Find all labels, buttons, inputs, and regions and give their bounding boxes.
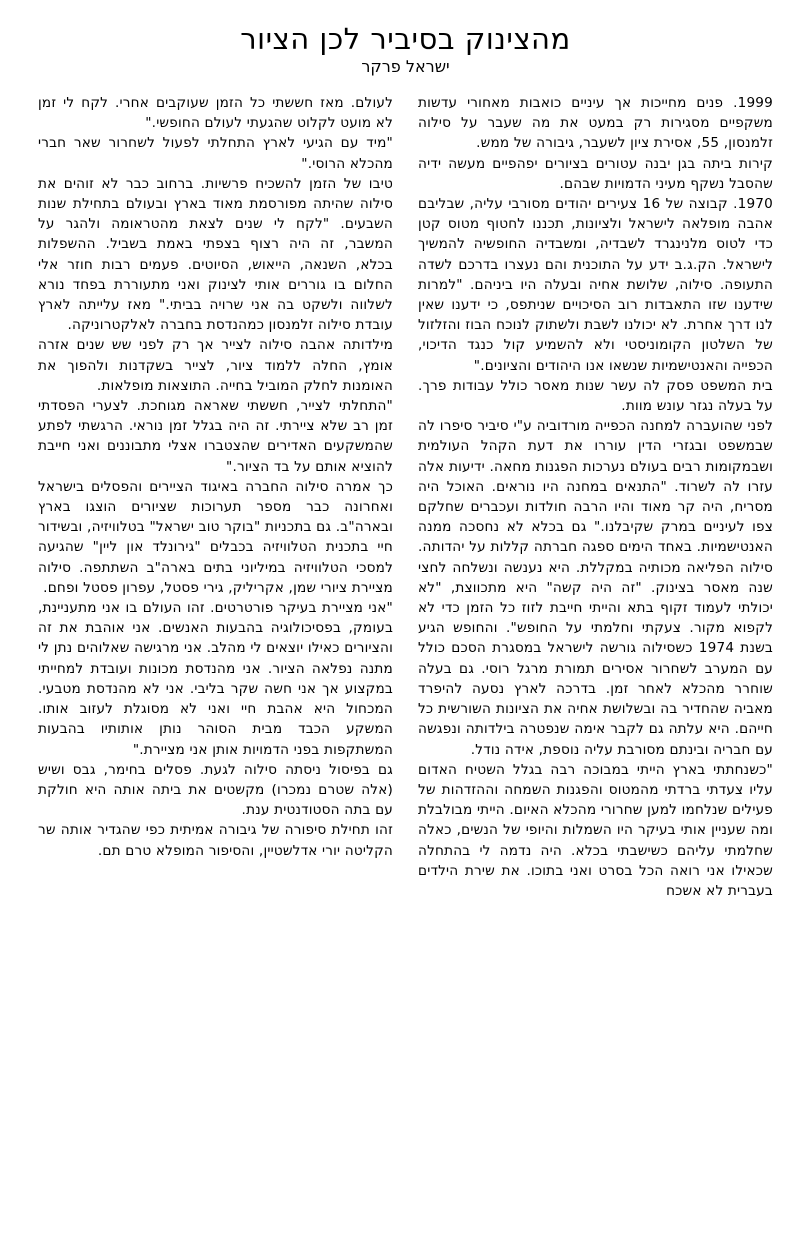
paragraph: כך אמרה סילוה החברה באיגוד הציירים והפסלים בישראל ואחרונה כבר מספר תערוכות שציורים הוצגו בארץ ובארה"ב. גם בתכניות "בוקר טוב ישראל" בטלוויזיה, ובשידור חיי בתכנית הטלוויזיה בכבלים "גירונלד און ליין" שהגיעה למסכי הטלוויזיה במיליוני בתים בארה"ב השתתפה. סילוה מציירת ציורי שמן, אקריליק, גירי פסטל, עפרון פסטל ופחם. xyxy=(38,478,393,596)
article-author: ישראל פרקר xyxy=(361,57,450,76)
paragraph: קירות ביתה בגן יבנה עטורים בציורים יפהפיים מעשה ידיה שהסבל נשקף מעיני הדמויות שבהם. xyxy=(418,155,773,192)
article-column-right xyxy=(418,93,773,1233)
paragraph: מילדותה אהבה סילוה לצייר אך רק לפני שש שנים אזרה אומץ, החלה ללמוד ציור, לצייר בשקדנות ולהפוך את האומנות לחלק המוביל בחייה. התוצאות מופלאות. xyxy=(38,337,393,394)
paragraph: 1970. קבוצה של 16 צעירים יהודים מסורבי עליה, שבליבם אהבה מופלאה לישראל ולציונות, תכננו לחטוף מטוס קטן כדי לטוס מלנינגרד לשבדיה, ומשבדיה החופשיה להמשיך לישראל. הק.ג.ב ידע על התוכנית והם נעצרו בדרכם לשדה התעופה. סילוה, שלושת אחיה ובעלה היו ביניהם. "למרות שידענו שזו התאבדות רוב הסיכויים שניתפס, כי ידענו שאין לנו דרך אחרת. לא יכולנו לשבת ולשתוק לנוכח הבוז והזלזול של השלטון הקומוניסטי ולא להשמיע קול כנגד הדיכוי, הכפייה והאנטישמיות שנשאו אנו היהודים והציונים." xyxy=(418,196,773,374)
article-title: מהצינוק בסיביר לכן הציור xyxy=(240,22,571,56)
paragraph: לעולם. מאז חששתי כל הזמן שעוקבים אחרי. לקח לי זמן לא מועט לקלוט שהגעתי לעולם החופשי." xyxy=(38,95,393,132)
paragraph: גם בפיסול ניסתה סילוה לגעת. פסלים בחימר, גבס ושיש (אלה שטרם נמכרו) מקשטים את ביתה אותה היא חולקת עם בתה הסטודנטית ענת. xyxy=(38,761,393,819)
paragraph: זהו תחילת סיפורה של גיבורה אמיתית כפי שהגדיר אותה שר הקליטה יורי אדלשטיין, והסיפור המופלא טרם תם. xyxy=(38,822,393,859)
paragraph: לפני שהועברה למחנה הכפייה מורדוביה ע"י סיביר סיפרו לה שבמשפט ובגזרי הדין עוררו את דעת הקהל העולמית ושבמקומות רבים בעולם נערכות הפגנות מחאה. ידיעות אלה עזרו לה לשרוד. "התנאים במחנה היו נוראים. האוכל היה מסריח, היה קר מאוד והיו הרבה חולדות ועכברים שחלקם צפו לעיניים במרק שקיבלנו." גם בכלא לא נחסכה ממנה האנטישמיות. באחד הימים ספגה חברתה קללות על יהדותה. סילוה הפליאה מכותיה במקללת. היא נענשה ונשלחה לחצי שנה מאסר בצינוק. "זה היה קשה" היא מתכווצת, "לא יכולתי לעמוד זקוף בתא והייתי חייבת לזוז כל הזמן כדי לא לקפוא מקור. צעקתי וחלמתי על החופש". והחופש הגיע בשנת 1974 כשסילוה גורשה לישראל במסגרת הסכם כולל עם המערב לשחרור אסירים תמורת מרגל רוסי. גם בעלה שוחרר מהכלא לאחר זמן. בדרכה לארץ נסעה להיפרד מאביה שהחדיר בה ובשלושת אחיה את הציונות השורשית כל חייהם. היא עלתה גם לקבר אימה שנפטרה בילדותה ונפגשה עם חבריה ובינתם מסורבת עליה נוספת, אידה נודל. xyxy=(418,418,773,758)
paragraph: "אני מציירת בעיקר פורטרטים. זהו העולם בו אני מתעניינת, בעומק, בפסיכולוגיה בהבעות האנשים. אני אוהבת את זה והציורים כאילו יוצאים לי מהלב. אני מרגישה שאלוהים נתן לי מתנה נפלאה הציור. אני מהנדסת מכונות ועובדת למחייתי במקצוע אך אני חשה שקר בליבי. אני לא מהנדסת מטבעי. המכחול היא אהבת חיי ואני לא מסוגלת לעזוב אותו. המשקע הכבד מבית הסוהר נותן אותותיו בהבעות המשתקפות בפני הדמויות אותן אני מציירת." xyxy=(38,600,393,758)
paragraph: "כשנחתתי בארץ הייתי במבוכה רבה בגלל השטיח האדום עליו צעדתי ברדתי מהמטוס והפגנות השמחה וההזדהות של פעילים שנלחמו למען שחרורי מהכלא האיום. הייתי מבולבלת ומה שעניין אותי בעיקר היו השמלות והיופי של הנשים, כאלה שחלמתי עליהם כשישבתי בכלא. היה נדמה לי בהתחלה שכאילו אני רואה הכל בסרט ואני בתוכו. את שירת הילדים בעברית לא אשכח xyxy=(418,761,773,899)
paragraph: "מיד עם הגיעי לארץ התחלתי לפעול לשחרור שאר חברי מהכלא הרוסי." xyxy=(38,135,393,172)
paragraph: בית המשפט פסק לה עשר שנות מאסר כולל עבודות פרך. על בעלה נגזר עונש מוות. xyxy=(418,377,773,415)
article-column-left xyxy=(38,93,393,1233)
paragraph: "התחלתי לצייר, חששתי שאראה מגוחכת. לצערי הפסדתי זמן רב שלא ציירתי. זה היה בגלל זמן נוראי. הרגשתי לפתע שהמשקעים האדירים שהצטברו אצלי מתבוננים ואני חייבת להוציא אותם על בד הציור." xyxy=(38,398,393,475)
paragraph: טיבו של הזמן להשכיח פרשיות. ברחוב כבר לא זוהים את סילוה שהיתה מפורסמת מאוד בארץ ובעולם בתחילת שנות השבעים. "לקח לי שנים לצאת מהטראומה ולהגר על המשבר, זה היה רצוף בצפתי באמת בשביל. ההשפלות בכלא, השנאה, הייאוש, הסיוטים. פעמים רבות חוזר אלי החלום בו גוררים אותי לצינוק ואני מתעוררת בפחד נורא לשלווה ולשקט בה אני שרויה בביתי." מאז עלייתה לארץ עובדת סילוה זלמנסון כמהנדסת בחברה לאלקטרוניקה. xyxy=(38,175,393,334)
paragraph: 1999. פנים מחייכות אך עיניים כואבות מאחורי עדשות משקפיים מסגירות רק במעט את מה שעבר על סילוה זלמנסון, 55, אסירת ציון לשעבר, גיבורה של ממש. xyxy=(418,95,773,152)
